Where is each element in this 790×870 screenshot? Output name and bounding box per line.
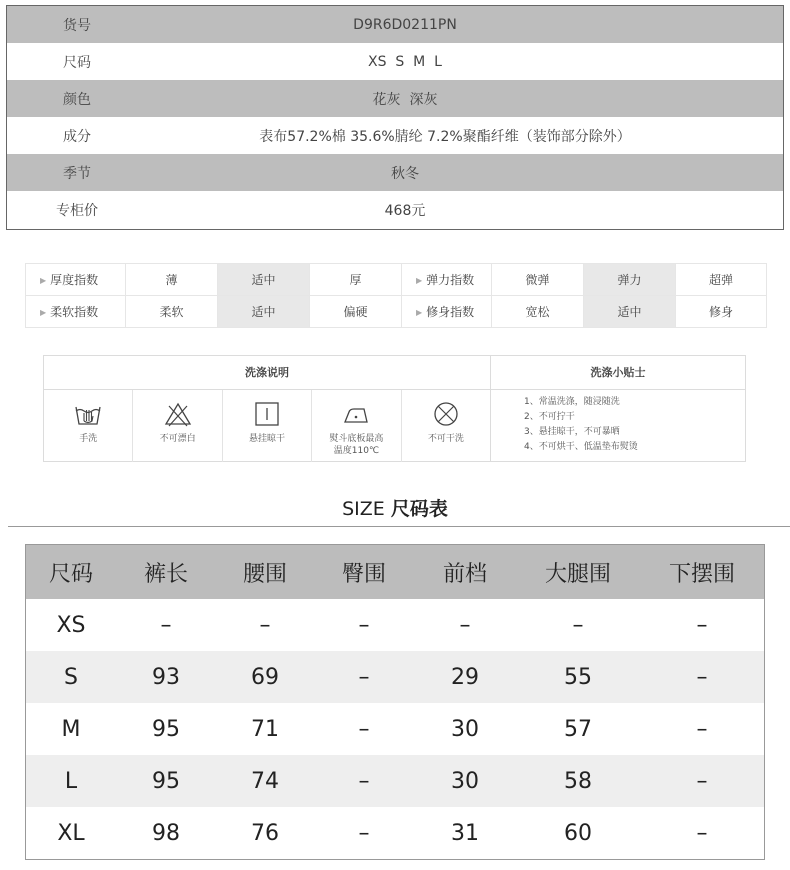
table-cell: –: [696, 612, 708, 638]
table-row: [26, 807, 764, 859]
index-option: 薄: [126, 264, 218, 296]
triangle-right-icon: ▶: [40, 308, 47, 317]
index-option-selected: 弹力: [584, 264, 676, 296]
info-value: 468元: [384, 202, 426, 219]
fabric-index-table: [25, 263, 767, 328]
tip-item: 4、不可烘干、低温垫布熨烫: [524, 442, 638, 452]
table-cell: L: [64, 768, 78, 794]
info-value: 花灰 深灰: [372, 91, 438, 108]
no-bleach-icon: [164, 400, 192, 428]
table-cell: –: [696, 664, 708, 690]
index-option: 微弹: [492, 264, 584, 296]
info-value: 表布57.2%棉 35.6%腈纶 7.2%聚酯纤维（装饰部分除外）: [259, 128, 631, 145]
table-cell: 76: [251, 820, 279, 846]
washing-tips-list: [524, 395, 638, 455]
table-cell: –: [696, 820, 708, 846]
no-dry-clean-icon: [432, 400, 460, 428]
table-cell: 71: [251, 716, 279, 742]
washing-tips-title: 洗涤小贴士: [590, 366, 646, 379]
table-cell: 95: [152, 716, 180, 742]
table-cell: –: [358, 612, 370, 638]
washing-header: [44, 356, 745, 390]
size-chart-table: [25, 544, 765, 860]
index-option-selected: 适中: [218, 296, 310, 328]
table-cell: –: [696, 716, 708, 742]
care-hang-dry: [223, 390, 312, 462]
care-caption: 不可干洗: [427, 434, 464, 444]
column-header: 裤长: [143, 561, 188, 587]
table-cell: 60: [564, 820, 592, 846]
table-cell: 58: [564, 768, 592, 794]
triangle-right-icon: ▶: [40, 276, 47, 285]
table-cell: –: [696, 768, 708, 794]
info-label: 成分: [63, 128, 91, 145]
info-label: 货号: [63, 17, 91, 34]
triangle-right-icon: ▶: [416, 276, 423, 285]
table-cell: 93: [152, 664, 180, 690]
table-cell: 55: [564, 664, 592, 690]
info-row-price: [7, 191, 783, 228]
divider: [8, 526, 790, 527]
table-cell: –: [459, 612, 471, 638]
table-cell: 95: [152, 768, 180, 794]
table-cell: –: [160, 612, 172, 638]
info-row-season: [7, 154, 783, 191]
product-info-table: [6, 5, 784, 230]
table-cell: –: [259, 612, 271, 638]
iron-icon: [342, 400, 370, 428]
column-header: 腰围: [242, 561, 287, 587]
info-row-sku: [7, 6, 783, 43]
column-header: 前档: [442, 561, 487, 587]
care-iron: [312, 390, 401, 462]
table-cell: 30: [451, 768, 479, 794]
index-option: 厚: [310, 264, 402, 296]
care-caption: 悬挂晾干: [249, 434, 286, 444]
info-label: 尺码: [63, 54, 91, 71]
info-row-size: [7, 43, 783, 80]
tip-item: 3、悬挂晾干，不可暴晒: [524, 427, 620, 437]
hang-dry-icon: [253, 400, 281, 428]
table-cell: 30: [451, 716, 479, 742]
index-row: [26, 296, 767, 328]
index-option: 柔软: [126, 296, 218, 328]
index-heading-thickness: ▶ 厚度指数: [26, 264, 126, 296]
info-label: 颜色: [63, 91, 91, 108]
column-header: 臀围: [341, 561, 386, 587]
table-row: [26, 703, 764, 755]
care-hand-wash: [44, 390, 133, 462]
info-row-color: [7, 80, 783, 117]
table-cell: M: [61, 716, 81, 742]
info-row-composition: [7, 117, 783, 154]
column-header: 尺码: [48, 561, 93, 587]
triangle-right-icon: ▶: [416, 308, 423, 317]
care-icons: [44, 390, 491, 462]
table-cell: –: [358, 664, 370, 690]
table-cell: –: [358, 820, 370, 846]
table-cell: –: [358, 768, 370, 794]
tip-item: 2、不可拧干: [524, 412, 575, 422]
table-row: [26, 651, 764, 703]
index-heading-elasticity: ▶ 弹力指数: [402, 264, 492, 296]
index-option: 修身: [676, 296, 767, 328]
info-label: 季节: [63, 165, 91, 182]
care-caption: 熨斗底板最高 温度110℃: [329, 434, 384, 456]
info-label: 专柜价: [56, 202, 98, 219]
index-option-selected: 适中: [584, 296, 676, 328]
table-cell: XL: [57, 820, 85, 846]
index-option: 超弹: [676, 264, 767, 296]
index-heading-fit: ▶ 修身指数: [402, 296, 492, 328]
index-row: [26, 264, 767, 296]
column-header: 大腿围: [544, 561, 611, 587]
table-cell: –: [572, 612, 584, 638]
care-no-dry-clean: [402, 390, 490, 462]
table-cell: 69: [251, 664, 279, 690]
table-cell: 98: [152, 820, 180, 846]
index-option: 偏硬: [310, 296, 402, 328]
info-value: 秋冬: [391, 165, 419, 182]
care-caption: 手洗: [79, 434, 98, 444]
size-chart-header: [26, 545, 764, 599]
table-cell: 74: [251, 768, 279, 794]
column-header: 下摆围: [668, 561, 735, 587]
table-cell: S: [64, 664, 78, 690]
washing-instructions: [43, 355, 746, 462]
table-cell: 29: [451, 664, 479, 690]
tip-item: 1、常温洗涤，随浸随洗: [524, 397, 620, 407]
info-value: XS S M L: [368, 53, 442, 70]
table-cell: XS: [56, 612, 86, 638]
table-cell: 31: [451, 820, 479, 846]
table-row: [26, 755, 764, 807]
info-value: D9R6D0211PN: [353, 16, 457, 33]
size-chart-title: SIZE 尺码表: [342, 498, 448, 520]
hand-wash-icon: [74, 400, 102, 428]
index-option: 宽松: [492, 296, 584, 328]
index-option-selected: 适中: [218, 264, 310, 296]
table-row: [26, 599, 764, 651]
table-cell: 57: [564, 716, 592, 742]
index-heading-softness: ▶ 柔软指数: [26, 296, 126, 328]
care-no-bleach: [133, 390, 222, 462]
care-caption: 不可漂白: [159, 434, 196, 444]
washing-title: 洗涤说明: [44, 356, 491, 390]
table-cell: –: [358, 716, 370, 742]
